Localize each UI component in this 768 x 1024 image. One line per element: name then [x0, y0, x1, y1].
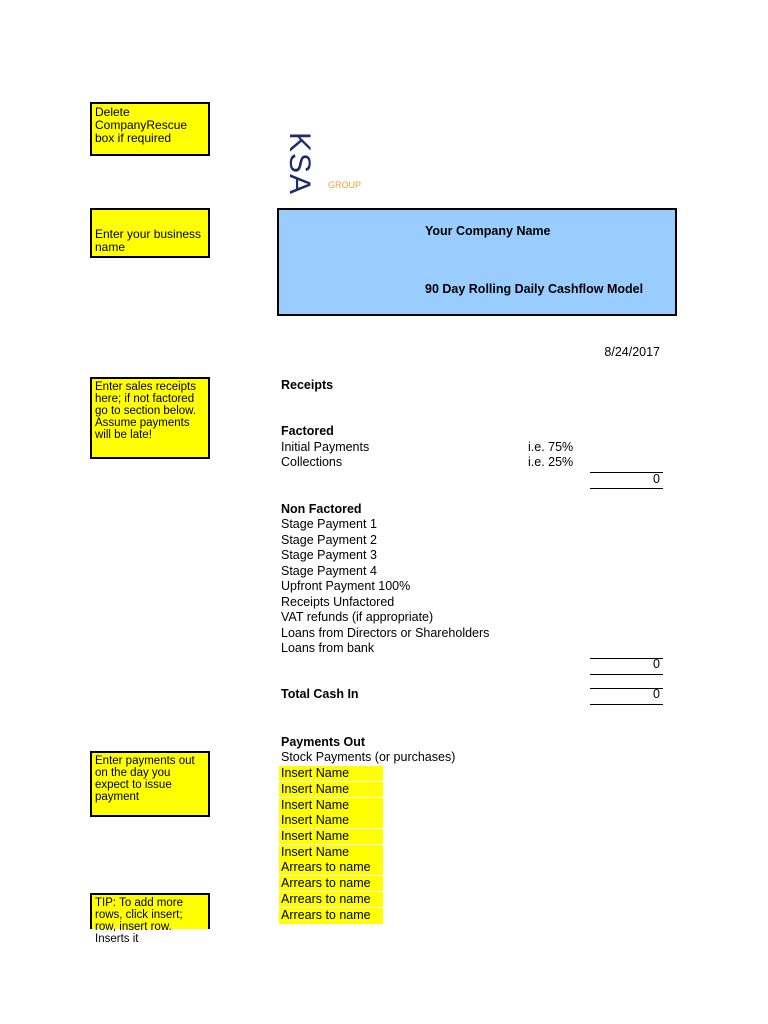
arrears-name-cell[interactable]: Arrears to name	[279, 908, 383, 924]
stock-payments-label: Stock Payments (or purchases)	[281, 750, 456, 764]
arrears-name-cell[interactable]: Arrears to name	[279, 876, 383, 891]
receipts-title: Receipts	[281, 378, 334, 392]
arrears-name-cell[interactable]: Arrears to name	[279, 892, 383, 907]
non-factored-row: Stage Payment 2	[281, 533, 377, 547]
subtotal-rule	[590, 488, 663, 489]
note-business-name: Enter your business name	[90, 208, 210, 258]
subtotal-rule	[590, 674, 663, 675]
company-name[interactable]: Your Company Name	[425, 224, 551, 238]
non-factored-subtotal[interactable]: 0	[653, 657, 660, 671]
total-cash-in-value[interactable]: 0	[653, 687, 660, 701]
note-sales-receipts: Enter sales receipts here; if not factored go to section below. Assume payments will be late!	[90, 377, 210, 459]
total-rule	[590, 704, 663, 705]
non-factored-row: Loans from Directors or Shareholders	[281, 626, 490, 640]
non-factored-row: Loans from bank	[281, 641, 375, 655]
payee-name-cell[interactable]: Insert Name	[279, 766, 383, 781]
payee-name-cell[interactable]: Insert Name	[279, 813, 383, 828]
factored-row-note: i.e. 25%	[528, 455, 574, 469]
arrears-name-cell[interactable]: Arrears to name	[279, 860, 383, 875]
non-factored-row: Stage Payment 1	[281, 517, 377, 531]
payee-name-cell[interactable]: Insert Name	[279, 845, 383, 860]
company-logo	[283, 128, 376, 205]
logo-subtitle: GROUP	[328, 180, 362, 190]
payee-name-cell[interactable]: Insert Name	[279, 798, 383, 813]
factored-row-label: Initial Payments	[281, 440, 370, 454]
factored-row-note: i.e. 75%	[528, 440, 574, 454]
total-cash-in-label: Total Cash In	[281, 687, 359, 701]
factored-row-label: Collections	[281, 455, 343, 469]
logo-mark: KSA	[283, 132, 316, 196]
factored-title: Factored	[281, 424, 334, 438]
payee-name-cell[interactable]: Insert Name	[279, 829, 383, 844]
non-factored-row: Stage Payment 4	[281, 564, 377, 578]
factored-subtotal[interactable]: 0	[653, 472, 660, 486]
non-factored-row: Stage Payment 3	[281, 548, 377, 562]
payee-name-cell[interactable]: Insert Name	[279, 782, 383, 797]
note-payments-out: Enter payments out on the day you expect to issue payment	[90, 751, 210, 817]
payments-out-title: Payments Out	[281, 735, 366, 749]
date-cell[interactable]: 8/24/2017	[604, 345, 660, 359]
note-delete-box: Delete CompanyRescue box if required	[90, 102, 210, 156]
non-factored-title: Non Factored	[281, 502, 362, 516]
note-tip: TIP: To add more rows, click insert; row, insert row. Inserts it	[90, 893, 210, 929]
model-title: 90 Day Rolling Daily Cashflow Model	[425, 282, 644, 296]
non-factored-row: Receipts Unfactored	[281, 595, 395, 609]
non-factored-row: VAT refunds (if appropriate)	[281, 610, 434, 624]
non-factored-row: Upfront Payment 100%	[281, 579, 411, 593]
